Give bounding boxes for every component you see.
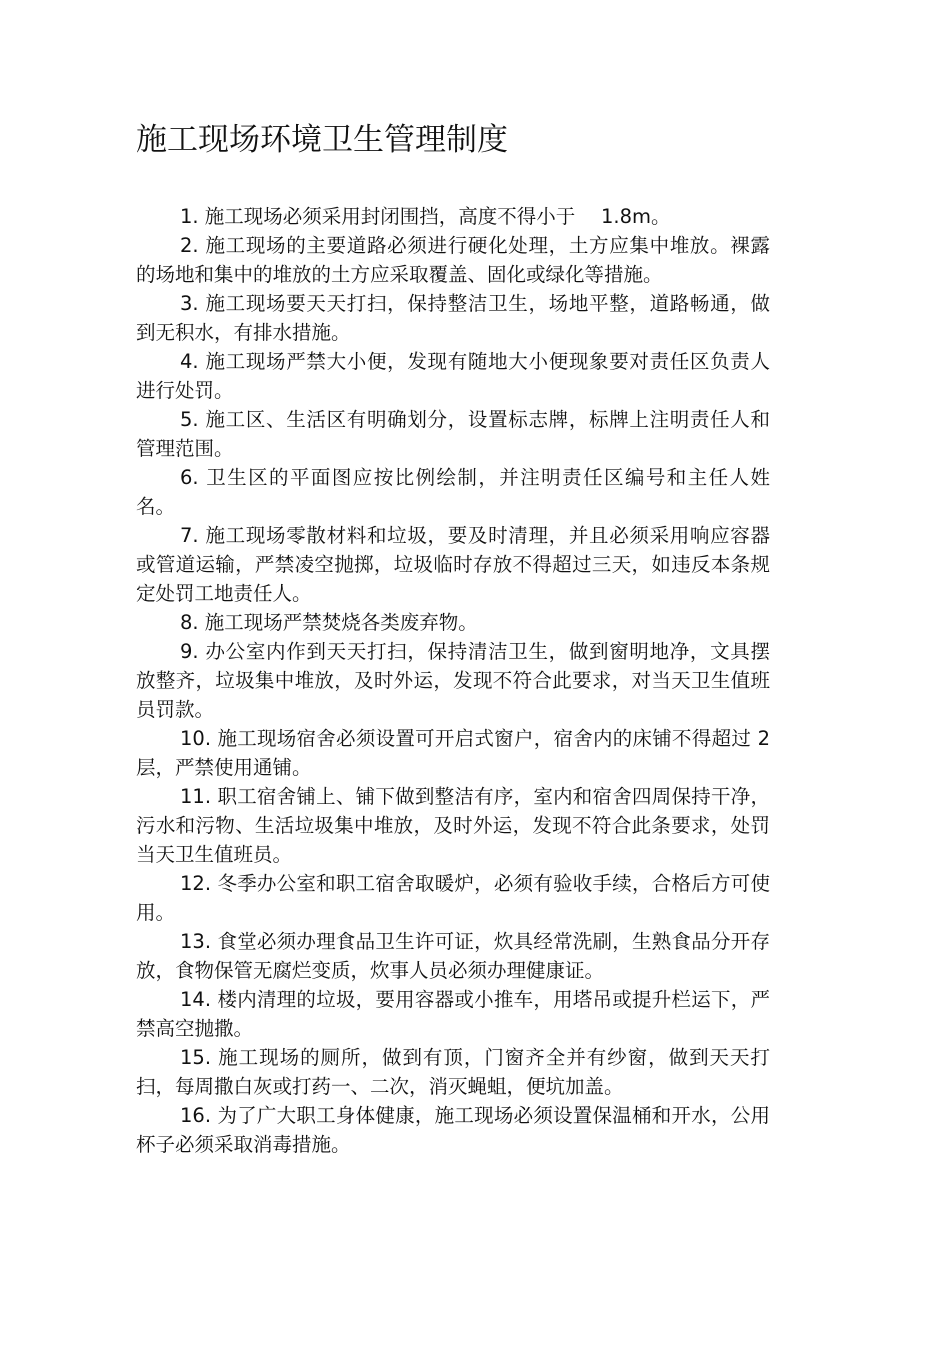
rule-item: 3. 施工现场要天天打扫，保持整洁卫生，场地平整，道路畅通，做到无积水，有排水措施。	[136, 292, 770, 344]
rule-item: 12. 冬季办公室和职工宿舍取暖炉，必须有验收手续，合格后方可使用。	[136, 872, 770, 924]
rule-item: 4. 施工现场严禁大小便，发现有随地大小便现象要对责任区负责人进行处罚。	[136, 350, 770, 402]
rule-item: 1. 施工现场必须采用封闭围挡，高度不得小于 1.8m。	[180, 205, 671, 228]
rule-item: 6. 卫生区的平面图应按比例绘制，并注明责任区编号和主任人姓名。	[136, 466, 770, 518]
rule-item: 5. 施工区、生活区有明确划分，设置标志牌，标牌上注明责任人和管理范围。	[136, 408, 770, 460]
rule-item: 2. 施工现场的主要道路必须进行硬化处理，土方应集中堆放。裸露的场地和集中的堆放的土方应采取覆盖、固化或绿化等措施。	[136, 234, 770, 286]
rule-item: 15. 施工现场的厕所，做到有顶，门窗齐全并有纱窗，做到天天打扫，每周撒白灰或打药一、二次，消灭蝇蛆，便坑加盖。	[136, 1046, 770, 1098]
rule-item: 11. 职工宿舍铺上、铺下做到整洁有序，室内和宿舍四周保持干净，污水和污物、生活垃圾集中堆放，及时外运，发现不符合此条要求，处罚当天卫生值班员。	[136, 785, 770, 866]
rule-item: 7. 施工现场零散材料和垃圾，要及时清理，并且必须采用响应容器或管道运输，严禁凌空抛掷，垃圾临时存放不得超过三天，如违反本条规定处罚工地责任人。	[136, 524, 770, 605]
rule-item: 13. 食堂必须办理食品卫生许可证，炊具经常洗刷，生熟食品分开存放，食物保管无腐烂变质，炊事人员必须办理健康证。	[136, 930, 770, 982]
rule-item: 16. 为了广大职工身体健康，施工现场必须设置保温桶和开水，公用杯子必须采取消毒措施。	[136, 1104, 770, 1156]
rule-item: 9. 办公室内作到天天打扫，保持清洁卫生，做到窗明地净，文具摆放整齐，垃圾集中堆放，及时外运，发现不符合此要求，对当天卫生值班员罚款。	[136, 640, 770, 721]
rule-item: 8. 施工现场严禁焚烧各类废弃物。	[180, 611, 478, 634]
rule-item: 14. 楼内清理的垃圾，要用容器或小推车，用塔吊或提升栏运下，严禁高空抛撒。	[136, 988, 770, 1040]
rules-list	[136, 202, 770, 1159]
rule-item: 10. 施工现场宿舍必须设置可开启式窗户，宿舍内的床铺不得超过 2 层，严禁使用通铺。	[136, 727, 770, 779]
document-title: 施工现场环境卫生管理制度	[136, 122, 508, 158]
